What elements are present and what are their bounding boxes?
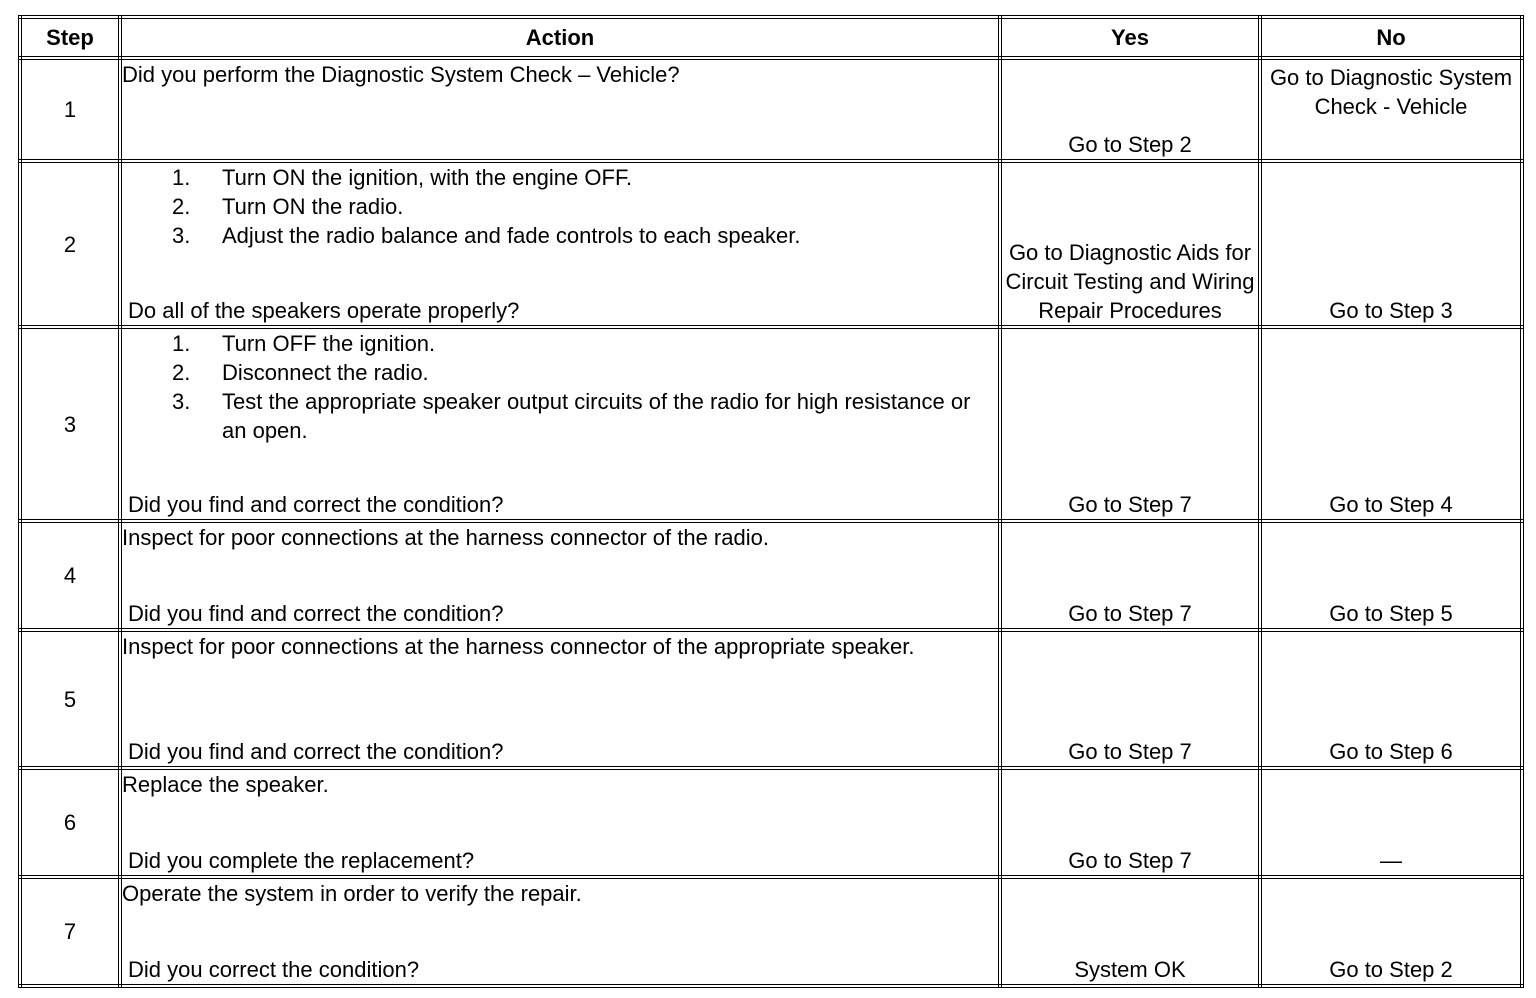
step-number: 3 <box>20 327 120 521</box>
action-cell <box>120 768 1000 877</box>
yes-cell: Go to Step 7 <box>1000 327 1260 521</box>
action-question: Did you find and correct the condition? <box>128 492 504 517</box>
step-number: 1 <box>20 58 120 161</box>
substep-number: 3. <box>172 223 191 248</box>
action-cell <box>120 58 1000 161</box>
action-question: Did you find and correct the condition? <box>128 739 504 764</box>
action-cell <box>120 521 1000 630</box>
action-cell <box>120 327 1000 521</box>
substep-number: 3. <box>172 389 191 414</box>
substep-text: Turn OFF the ignition. <box>222 331 436 356</box>
action-text: Did you perform the Diagnostic System Check – Vehicle? <box>122 62 680 87</box>
header-step: Step <box>20 17 120 58</box>
yes-cell: Go to Step 7 <box>1000 768 1260 877</box>
substep-number: 1. <box>172 331 191 356</box>
yes-cell: Go to Step 7 <box>1000 521 1260 630</box>
yes-cell: Go to Step 7 <box>1000 630 1260 768</box>
action-cell <box>120 161 1000 327</box>
header-yes: Yes <box>1000 17 1260 58</box>
substep-list <box>122 329 998 445</box>
no-cell: Go to Step 5 <box>1260 521 1522 630</box>
yes-cell: Go to Step 2 <box>1000 58 1260 161</box>
substep-text: Turn ON the radio. <box>222 194 404 219</box>
header-action: Action <box>120 17 1000 58</box>
no-cell: Go to Diagnostic System Check - Vehicle <box>1260 58 1522 161</box>
substep-item <box>122 358 998 387</box>
step-number: 6 <box>20 768 120 877</box>
substep-number: 2. <box>172 194 191 219</box>
table-row <box>20 327 1522 521</box>
step-number: 2 <box>20 161 120 327</box>
substep-item <box>122 221 998 250</box>
action-question: Do all of the speakers operate properly? <box>128 298 520 323</box>
action-text: Operate the system in order to verify the repair. <box>122 881 582 906</box>
header-row <box>20 17 1522 58</box>
step-number: 7 <box>20 877 120 986</box>
action-text: Inspect for poor connections at the harness connector of the radio. <box>122 525 769 550</box>
table-row <box>20 877 1522 986</box>
substep-text: Test the appropriate speaker output circuits of the radio for high resistance or an open. <box>222 389 971 443</box>
no-cell: Go to Step 6 <box>1260 630 1522 768</box>
no-cell: Go to Step 4 <box>1260 327 1522 521</box>
no-cell: Go to Step 3 <box>1260 161 1522 327</box>
no-cell: Go to Step 2 <box>1260 877 1522 986</box>
substep-item <box>122 163 998 192</box>
table-row <box>20 630 1522 768</box>
step-number: 4 <box>20 521 120 630</box>
table-row <box>20 58 1522 161</box>
substep-text: Adjust the radio balance and fade controls to each speaker. <box>222 223 801 248</box>
table-row <box>20 521 1522 630</box>
action-cell <box>120 877 1000 986</box>
substep-item <box>122 329 998 358</box>
substep-text: Disconnect the radio. <box>222 360 429 385</box>
substep-number: 1. <box>172 165 191 190</box>
substep-item <box>122 192 998 221</box>
substep-text: Turn ON the ignition, with the engine OFF. <box>222 165 633 190</box>
action-text: Replace the speaker. <box>122 772 329 797</box>
action-question: Did you find and correct the condition? <box>128 601 504 626</box>
no-cell: — <box>1260 768 1522 877</box>
diagnostic-table <box>18 15 1524 988</box>
action-text: Inspect for poor connections at the harness connector of the appropriate speaker. <box>122 634 915 659</box>
substep-item <box>122 387 998 445</box>
table-row <box>20 161 1522 327</box>
yes-cell: System OK <box>1000 877 1260 986</box>
substep-list <box>122 163 998 250</box>
table-row <box>20 768 1522 877</box>
header-no: No <box>1260 17 1522 58</box>
substep-number: 2. <box>172 360 191 385</box>
step-number: 5 <box>20 630 120 768</box>
yes-cell: Go to Diagnostic Aids for Circuit Testing and Wiring Repair Procedures <box>1000 161 1260 327</box>
action-question: Did you correct the condition? <box>128 957 420 982</box>
action-cell <box>120 630 1000 768</box>
action-question: Did you complete the replacement? <box>128 848 475 873</box>
